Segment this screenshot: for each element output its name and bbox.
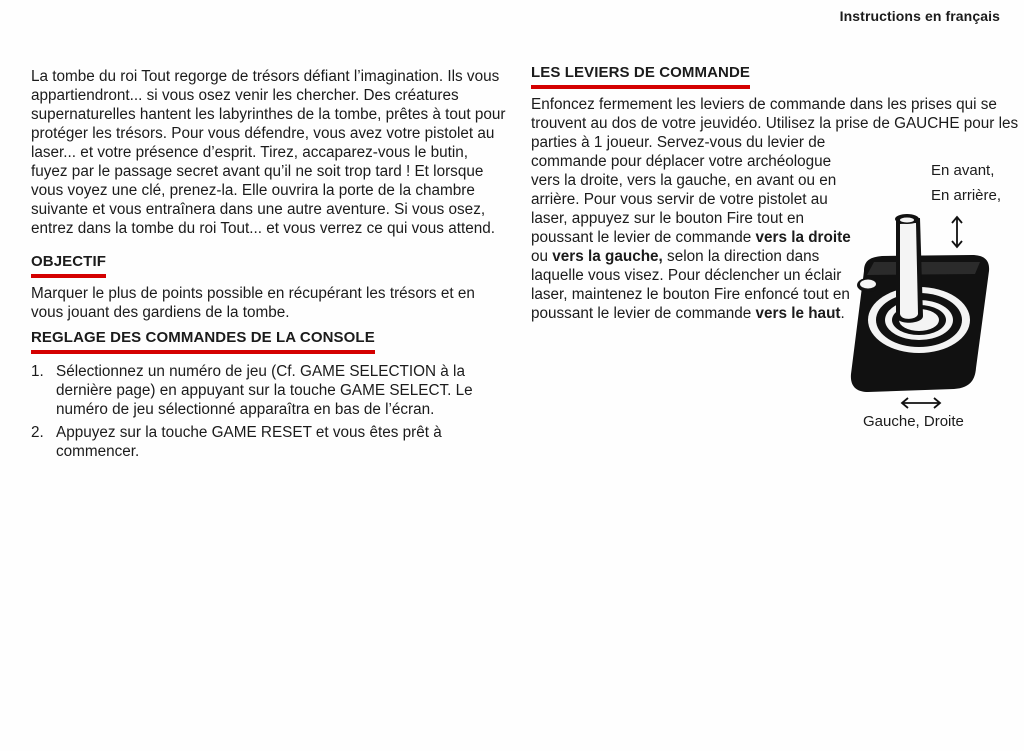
direction-right-bold: vers la droite xyxy=(755,229,851,246)
step-text: Sélectionnez un numéro de jeu (Cf. GAME SELECTION à la dernière page) en appuyant sur la touche GAME SELECT. Le numéro de jeu sélectionné apparaîtra en bas de l’écran. xyxy=(56,363,473,418)
left-column xyxy=(31,67,507,465)
joysticks-heading: LES LEVIERS DE COMMANDE xyxy=(531,64,750,89)
console-step xyxy=(31,423,507,461)
forward-label: En avant, xyxy=(931,162,995,179)
backward-label: En arrière, xyxy=(931,187,1002,204)
objectif-heading: OBJECTIF xyxy=(31,253,106,278)
joysticks-paragraph-full-width: Enfoncez fermement les leviers de commande dans les prises qui se trouvent au dos de votre jeuvidéo. Utilisez la prise de GAUCHE pour les parties à 1 joueur. Servez-vous du levier de xyxy=(531,96,1019,151)
joysticks-text-part: commande pour déplacer votre archéologue vers la droite, vers la gauche, en avant ou en arrière. Pour vous servir de votre pistolet au laser, appuyez sur le bouton Fire tout en poussant le levier de commande xyxy=(531,153,837,246)
horizontal-double-arrow-icon xyxy=(902,398,940,408)
direction-up-bold: vers le haut xyxy=(755,305,841,322)
step-text: Appuyez sur la touche GAME RESET et vous êtes prêt à commencer. xyxy=(56,424,442,460)
joysticks-paragraph-wrapped xyxy=(531,152,851,323)
language-label: Instructions en français xyxy=(839,8,1000,24)
joystick-icon xyxy=(851,214,989,392)
direction-left-bold: vers la gauche, xyxy=(552,248,663,265)
console-step xyxy=(31,362,507,419)
console-settings-heading: REGLAGE DES COMMANDES DE LA CONSOLE xyxy=(31,329,375,354)
joysticks-text-part: . xyxy=(840,305,845,322)
objectif-paragraph: Marquer le plus de points possible en récupérant les trésors et en vous jouant des gardiens de la tombe. xyxy=(31,285,475,321)
intro-paragraph: La tombe du roi Tout regorge de trésors défiant l’imagination. Ils vous appartiendront... si vous osez venir les chercher. Des créatures supernaturelles hantent les labyrinthes de la tombe, prêtes à tout pour protéger les trésors. Pour vous défendre, vous avez votre pistolet au laser... et votre présence d’esprit. Tirez, accaparez-vous le butin, fuyez par le passage secret avant qu’il ne soit trop tard ! Et lorsque vous voyez une clé, prenez-la. Elle ouvrira la porte de la chambre suivante et vous entraînera dans une autre aventure. Si vous osez, entrez dans la tombe du roi Tout... et vous verrez ce qui vous attend. xyxy=(31,68,506,237)
joysticks-text-part: ou xyxy=(531,248,553,265)
left-right-label: Gauche, Droite xyxy=(863,413,964,430)
step-number: 2. xyxy=(31,424,44,441)
joystick-diagram xyxy=(834,156,1024,436)
step-number: 1. xyxy=(31,363,44,380)
console-steps-list xyxy=(31,362,507,461)
vertical-double-arrow-icon xyxy=(952,217,962,247)
joysticks-text-part: selon la direction dans laquelle vous visez. Pour déclencher un éclair laser, maintenez le bouton Fire enfoncé tout en poussant le levier de commande xyxy=(531,248,850,322)
